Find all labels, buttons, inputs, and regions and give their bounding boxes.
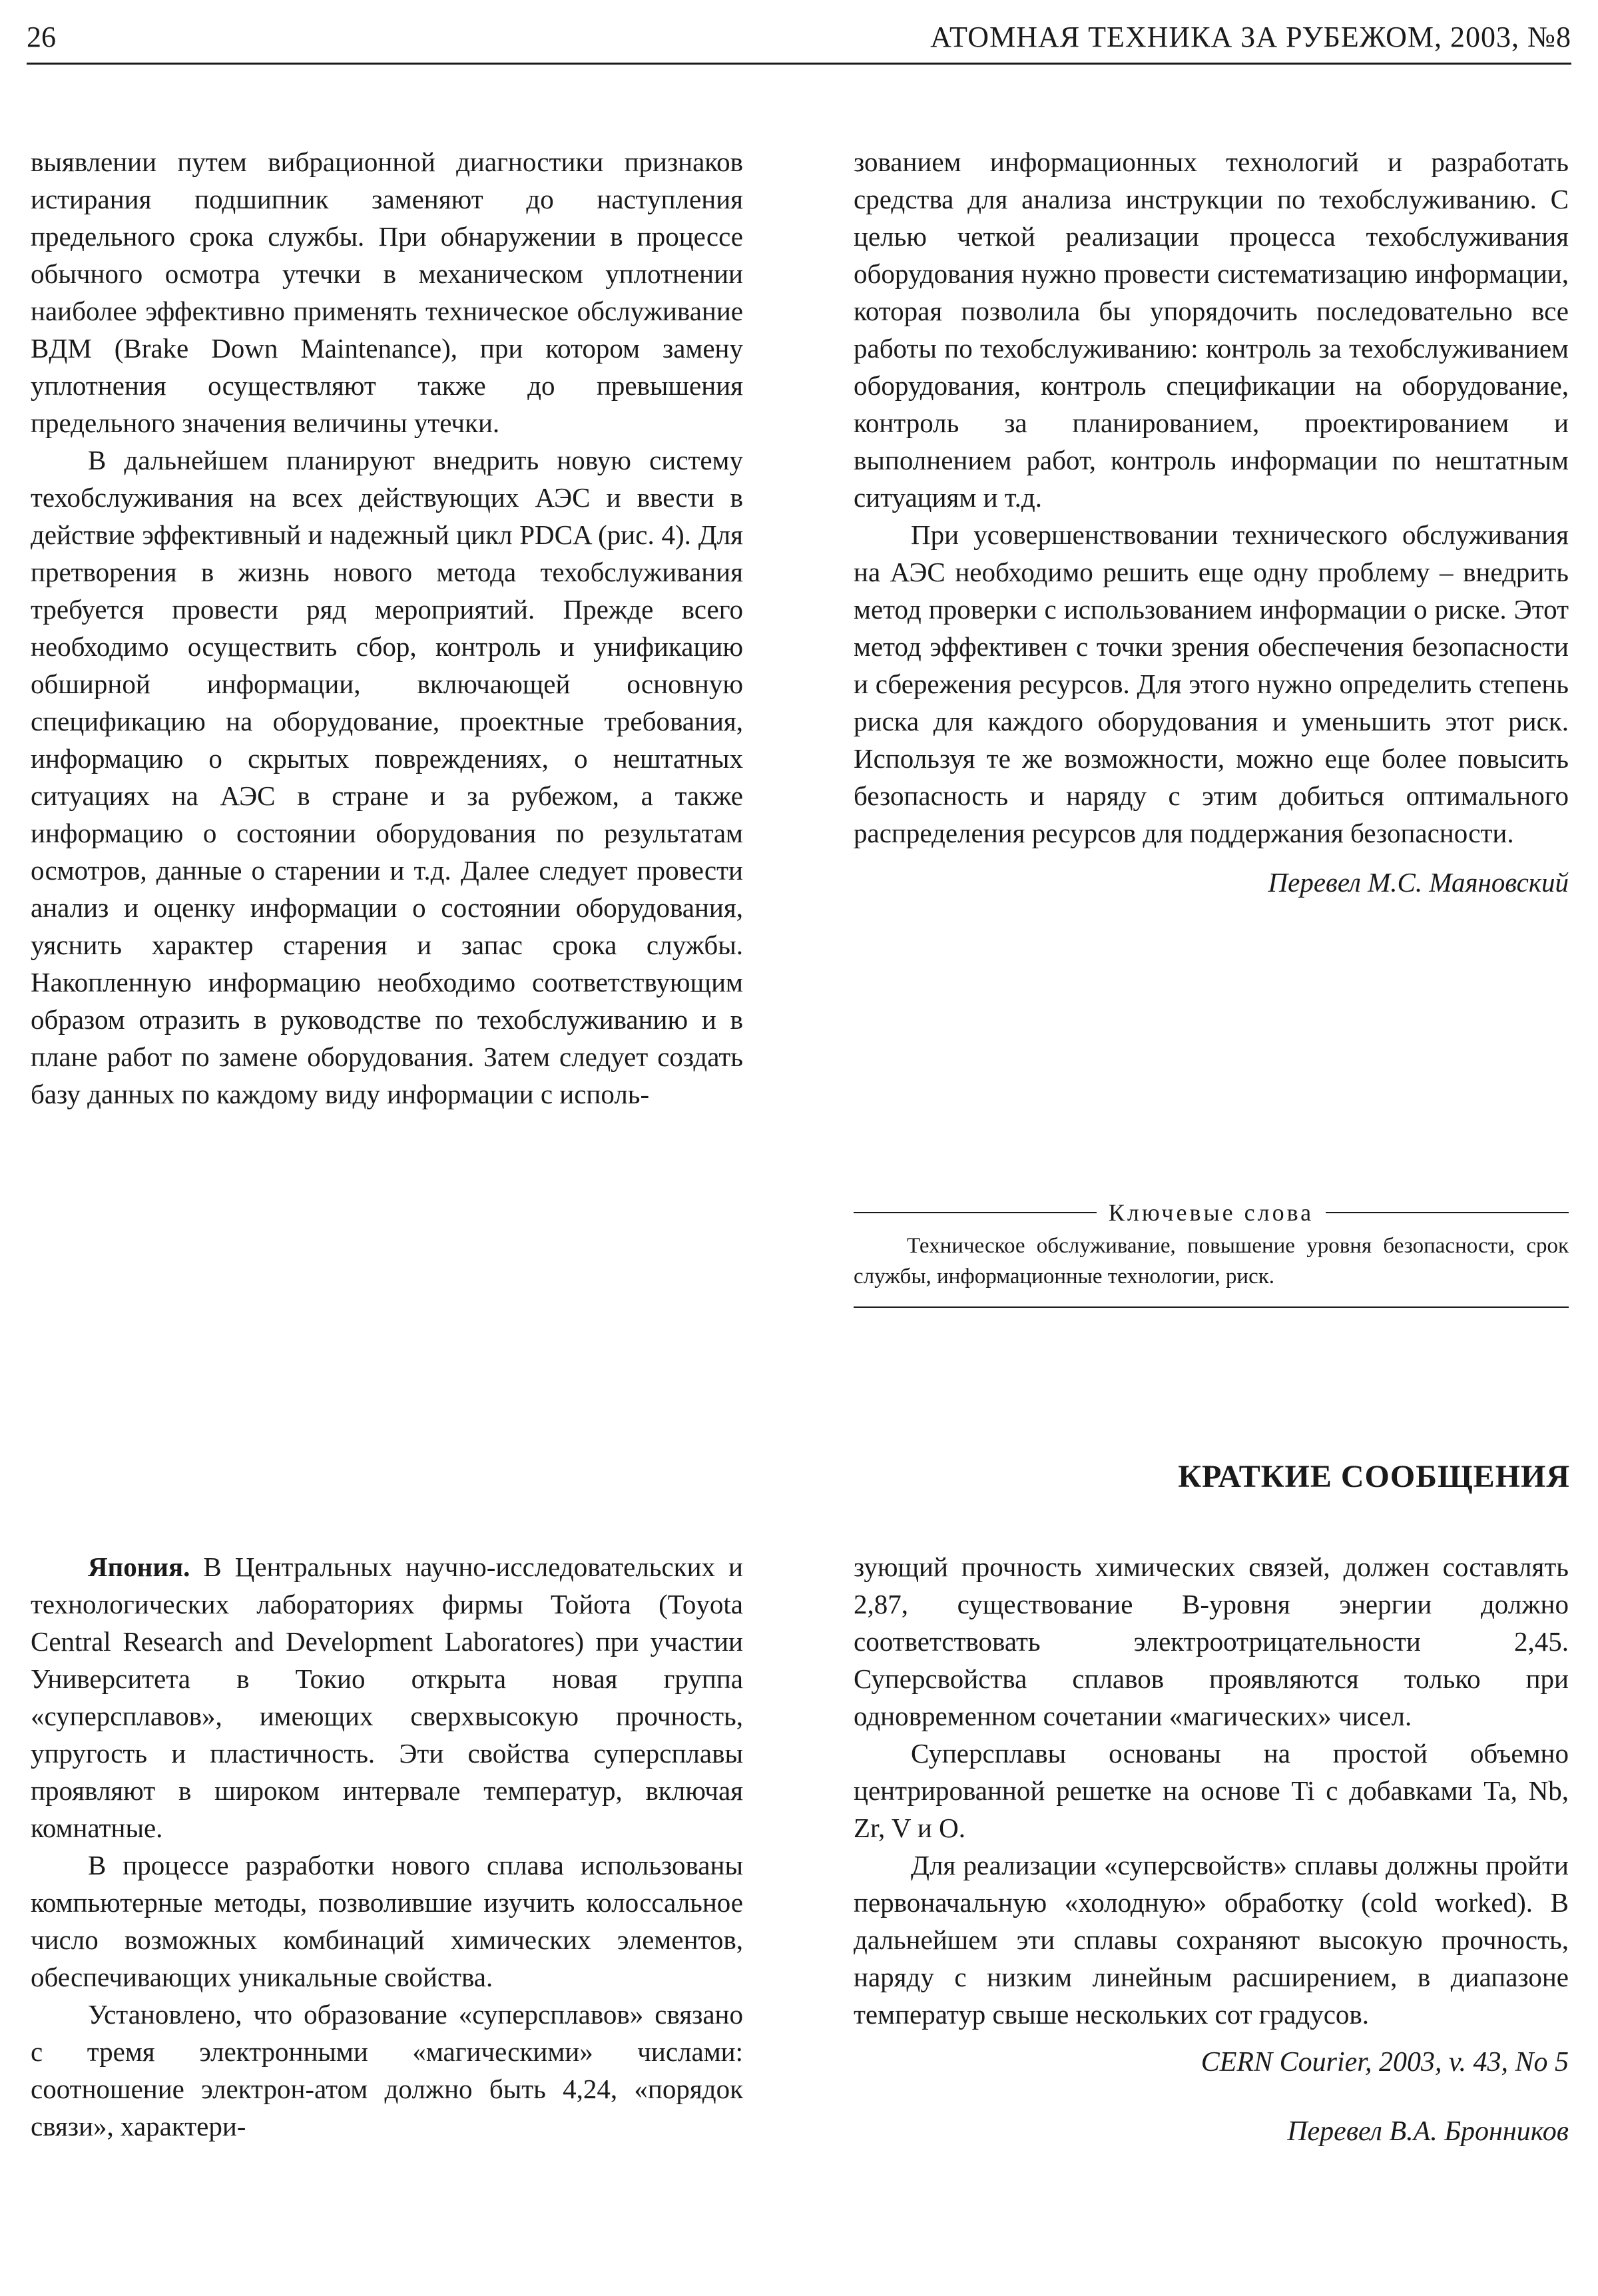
news-paragraph: Суперсплавы основаны на простой объемно центрированной решетке на основе Ti с добавками Ta, Nb, Zr, V и O. (854, 1738, 1569, 1843)
keywords-box (854, 1199, 1569, 1308)
translator-credit: Перевел М.С. Маяновский (1268, 867, 1569, 898)
page-header (27, 20, 1571, 67)
header-divider (27, 63, 1571, 65)
news-source: CERN Courier, 2003, v. 43, No 5 (1200, 2047, 1569, 2078)
keywords-bottom-divider (854, 1306, 1569, 1308)
news-paragraph: зующий прочность химических связей, должен составлять 2,87, существование B-уровня энергии должно соответствовать электроотрицательности 2,45. Суперсвойства сплавов проявляются только при одновременном сочетании «магических» чисел. (854, 1552, 1569, 1731)
keywords-heading: Ключевые слова (1108, 1199, 1314, 1226)
article-paragraph: При усовершенствовании технического обслуживания на АЭС необходимо решить еще одну проблему – внедрить метод проверки с использованием информации о риске. Этот метод эффективен с точки зрения обеспечения безопасности и сбережения ресурсов. Для этого нужно определить степень риска для каждого оборудования и уменьшить этот риск. Используя те же возможности, можно еще более повысить безопасность и наряду с этим добиться оптимального распределения ресурсов для поддержания безопасности. (854, 519, 1569, 848)
page-number: 26 (27, 21, 56, 53)
news-paragraph (31, 1548, 743, 1847)
article-right-column (854, 143, 1569, 901)
article-left-column (31, 143, 743, 1113)
news-right-column (854, 1548, 1569, 2150)
article-paragraph: выявлении путем вибрационной диагностики признаков истирания подшипник заменяют до наступления предельного срока службы. При обнаружении в процессе обычного осмотра утечки в механическом уплотнении наиболее эффективно применять техническое обслуживание BДМ (Brake Down Maintenance), при котором замену уплотнения осуществляют также до превышения предельного значения величины утечки. (31, 146, 743, 438)
news-paragraph: Для реализации «суперсвойств» сплавы должны пройти первоначальную «холодную» обработку (cold worked). В дальнейшем эти сплавы сохраняют высокую прочность, наряду с низким линейным расширением, в диапазоне температур свыше нескольких сот градусов. (854, 1850, 1569, 2030)
news-lead-word: Япония. (88, 1552, 190, 1582)
news-paragraph: Установлено, что образование «суперсплавов» связано с тремя электронными «магическими» числами: соотношение электрон-атом должно быть 4,24, «порядок связи», характери- (31, 1999, 743, 2142)
article-paragraph: В дальнейшем планируют внедрить новую систему техобслуживания на всех действующих АЭС и ввести в действие эффективный и надежный цикл PDCA (рис. 4). Для претворения в жизнь нового метода техобслуживания требуется провести ряд мероприятий. Прежде всего необходимо осуществить сбор, контроль и унификацию обширной информации, включающей основную спецификацию на оборудование, проектные требования, информацию о скрытых повреждениях, о нештатных ситуациях на АЭС в стране и за рубежом, а также информацию о состоянии оборудования по результатам осмотров, данные о старении и т.д. Далее следует провести анализ и оценку информации о состоянии оборудования, уяснить характер старения и запас срока службы. Накопленную информацию необходимо соответствующим образом отразить в руководстве по техобслуживанию и в плане работ по замене оборудования. Затем следует создать базу данных по каждому виду информации с исполь- (31, 445, 743, 1109)
news-paragraph: В процессе разработки нового сплава использованы компьютерные методы, позволившие изучить колоссальное число возможных комбинаций химических элементов, обеспечивающих уникальные свойства. (31, 1850, 743, 1992)
news-translator-credit: Перевел В.А. Бронников (1287, 2116, 1569, 2147)
keywords-header (854, 1199, 1569, 1227)
divider (1326, 1212, 1569, 1213)
news-paragraph-text: В Центральных научно-исследовательских и технологических лабораториях фирмы Тойота (Toyota Central Research and Development Laboratores) при участии Университета в Токио открыта новая группа «суперсплавов», имеющих сверхвысокую прочность, упругость и пластичность. Эти свойства суперсплавы проявляют в широком интервале температур, включая комнатные. (31, 1552, 743, 1843)
news-left-column (31, 1548, 743, 2145)
article-paragraph: зованием информационных технологий и разработать средства для анализа инструкции по техобслуживанию. С целью четкой реализации процесса техобслуживания оборудования нужно провести систематизацию информации, которая позволила бы упорядочить последовательно все работы по техобслуживанию: контроль за техобслуживанием оборудования, контроль спецификации на оборудование, контроль за планированием, проектированием и выполнением работ, контроль информации по нештатным ситуациям и т.д. (854, 146, 1569, 513)
section-title: КРАТКИЕ СООБЩЕНИЯ (1178, 1459, 1570, 1494)
journal-title: АТОМНАЯ ТЕХНИКА ЗА РУБЕЖОМ, 2003, №8 (930, 21, 1571, 53)
keywords-text: Техническое обслуживание, повышение уровня безопасности, срок службы, информационные технологии, риск. (854, 1234, 1569, 1289)
divider (854, 1212, 1097, 1213)
